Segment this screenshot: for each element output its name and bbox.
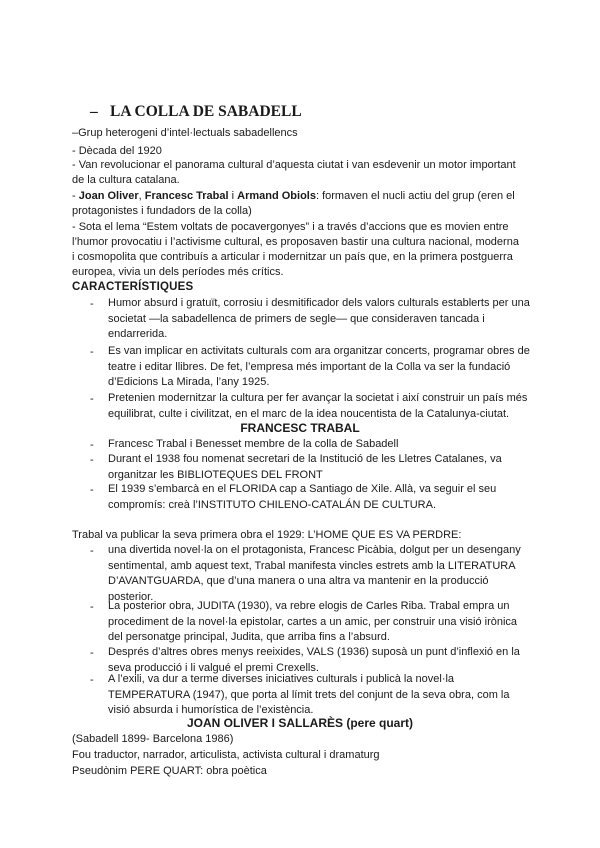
characteristic-item: Humor absurd i gratuït, corrosiu i desmitificador dels valors culturals establerts per una societat —la sabadellenca de primers de segle— que consideraven tancada i endarrerida.: [108, 297, 530, 340]
subtitle-dash: –: [72, 127, 79, 139]
trabal-work: La posterior obra, JUDITA (1930), va rebre elogis de Carles Riba. Trabal empra un procediment de la novel·la epistolar, cartes a un amic, per construir una visió irònica del personatge principal, Judita, que arriba fins a l’absurd.: [108, 600, 518, 643]
members-sep-1: ,: [138, 190, 145, 202]
trabal-item: El 1939 s’embarcà en el FLORIDA cap a Santiago de Xile. Allà, va seguir el seu compromís: creà l’INSTITUTO CHILENO-CATALÁN DE CULTURA.: [108, 483, 497, 511]
oliver-roles: Fou traductor, narrador, articulista, activista cultural i dramaturg: [72, 749, 380, 761]
members-prefix: -: [72, 190, 79, 202]
bullet: -: [90, 393, 94, 405]
oliver-heading: JOAN OLIVER I SALLARÈS (pere quart): [186, 716, 414, 730]
motto-line-2: l’humor provocatiu i l’activisme cultural, es proposaven bastir una cultura nacional, moderna: [72, 236, 519, 248]
oliver-dates: (Sabadell 1899- Barcelona 1986): [72, 733, 234, 745]
members-rest: : formaven el nucli actiu del grup (eren el: [315, 190, 515, 202]
title-text: LA COLLA DE SABADELL: [110, 103, 302, 120]
trabal-work: Després d’altres obres menys reeixides, VALS (1936) suposà un punt d’inflexió en la seva producció i li valgué el premi Crexells.: [108, 646, 520, 674]
trabal-item: Durant el 1938 fou nomenat secretari de la Institució de les Lletres Catalanes, va organitzar les BIBLIOTEQUES DEL FRONT: [108, 453, 502, 481]
member-joan-oliver: Joan Oliver: [78, 190, 139, 202]
bullet: -: [90, 454, 94, 466]
oliver-pseudonym: Pseudònim PERE QUART: obra poètica: [72, 765, 267, 777]
first-work-line: Trabal va publicar la seva primera obra el 1929: L’HOME QUE ES VA PERDRE:: [72, 529, 462, 541]
bullet: -: [90, 439, 94, 451]
members-line-2: protagonistes i fundadors de la colla): [72, 205, 252, 217]
trabal-work: A l’exili, va dur a terme diverses iniciatives culturals i publicà la novel·la TEMPERATURA (1947), que porta al límit trets del conjunt de la seva obra, com la visió absurda i humorística de l’existència.: [108, 673, 510, 716]
trabal-work: una divertida novel·la on el protagonista, Francesc Picàbia, dolgut per un desengany sentimental, amb aquest text, Trabal manifesta vincles estrets amb la LITERATURA D’AVANTGUARDA, que d’una manera o una altra va mantenir en la producció posterior.: [108, 544, 521, 603]
motto-line-4: europea, vivia un dels períodes més crítics.: [72, 266, 284, 278]
revolution-line-2: de la cultura catalana.: [72, 174, 180, 186]
motto-line-3: i cosmopolita que contribuís a articular i modernitzar un país que, en la primera postguerra: [72, 251, 513, 263]
group-subtitle: [72, 125, 298, 141]
bullet: -: [90, 346, 94, 358]
bullet: -: [90, 298, 94, 310]
bullet: -: [90, 647, 94, 659]
title-dash: –: [90, 103, 98, 120]
subtitle-text: Grup heterogeni d’intel·lectuals sabadellencs: [78, 127, 298, 139]
member-francesc-trabal: Francesc Trabal: [144, 190, 229, 202]
bullet: -: [90, 484, 94, 496]
members-line: [72, 188, 515, 204]
member-armand-obiols: Armand Obiols: [237, 190, 316, 202]
characteristic-item: Es van implicar en activitats culturals com ara organitzar concerts, programar obres de teatre i editar llibres. De fet, l’empresa més important de la Colla va ser la fundació d’Edicions La Mirada, l’any 1925.: [108, 345, 530, 388]
decade-line: - Dècada del 1920: [72, 145, 162, 157]
bullet: -: [90, 601, 94, 613]
trabal-heading: FRANCESC TRABAL: [240, 421, 360, 435]
trabal-item: Francesc Trabal i Benesset membre de la colla de Sabadell: [108, 438, 399, 450]
bullet: -: [90, 674, 94, 686]
revolution-line-1: - Van revolucionar el panorama cultural d’aquesta ciutat i van esdevenir un motor important: [72, 159, 516, 171]
characteristic-item: Pretenien modernitzar la cultura per fer avançar la societat i així construir un país més equilibrat, culte i civilitzat, en el marc de la idea noucentista de la Catalunya-ciutat.: [108, 392, 528, 420]
document-title: [90, 103, 302, 121]
characteristics-heading: CARACTERÍSTIQUES: [72, 281, 194, 293]
members-sep-2: i: [228, 190, 238, 202]
bullet: -: [90, 545, 94, 557]
motto-line-1: - Sota el lema “Estem voltats de pocavergonyes” i a través d’accions que es movien entre: [72, 221, 509, 233]
